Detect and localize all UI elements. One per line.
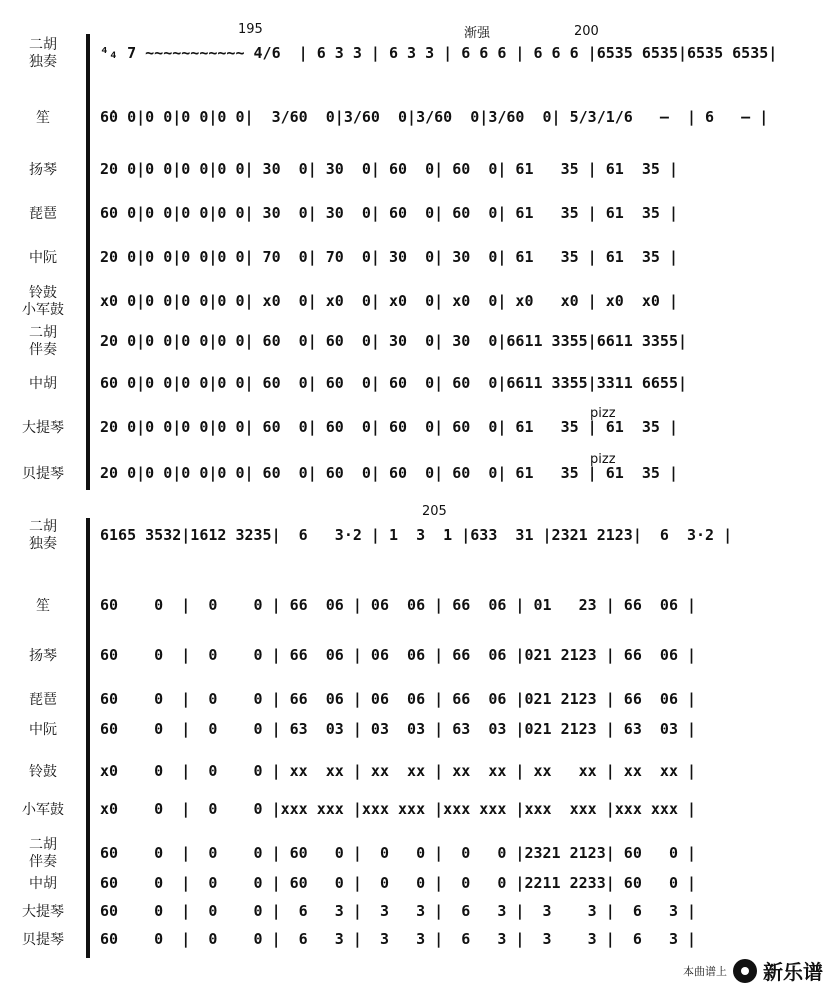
notation-row: 20 0|0 0|0 0|0 0| 60 0| 60 0| 30 0| 30 0|6611 3355|6611 3355|: [100, 332, 687, 350]
pizz-marking: pizz: [590, 406, 616, 421]
crescendo-marking: 渐强: [464, 26, 491, 41]
instrument-label: 二胡 独奏: [29, 519, 57, 552]
notation-row: x0 0|0 0|0 0|0 0| x0 0| x0 0| x0 0| x0 0| x0 x0 | x0 x0 |: [100, 292, 678, 310]
notation-row: x0 0 | 0 0 |xxx xxx |xxx xxx |xxx xxx |xxx xxx |xxx xxx |: [100, 800, 697, 818]
notation-row: 20 0|0 0|0 0|0 0| 70 0| 70 0| 30 0| 30 0| 61 35 | 61 35 |: [100, 248, 678, 266]
notation-row: 20 0|0 0|0 0|0 0| 30 0| 30 0| 60 0| 60 0| 61 35 | 61 35 |: [100, 160, 678, 178]
instrument-label: 笙: [36, 110, 50, 126]
notation-row: 6̇0 0|0 0|0 0|0 0| 3/60 0|3/60 0|3/60 0|3/60 0| 5/3/1/6 – | 6 – |: [100, 108, 769, 126]
notation-row: ⁴₄ 7 ~~~~~~~~~~~ 4/6 | 6 3 3 | 6 3 3 | 6 6 6 | 6 6 6 |6535 6535|6535 6535|: [100, 44, 778, 62]
notation-row: x0 0 | 0 0 | xx xx | xx xx | xx xx | xx xx | xx xx |: [100, 762, 697, 780]
notation-row: 60 0 | 0 0 | 66 06 | 06 06 | 66 06 |021 2123 | 66 06 |: [100, 690, 697, 708]
instrument-label: 贝提琴: [22, 466, 64, 482]
notation-row: 60 0 | 0 0 | 6 3 | 3 3 | 6 3 | 3 3 | 6 3 |: [100, 930, 697, 948]
instrument-label: 中胡: [29, 376, 57, 392]
instrument-label: 大提琴: [22, 420, 64, 436]
notation-row: 60 0 | 0 0 | 63 03 | 03 03 | 63 03 |021 2123 | 63 03 |: [100, 720, 697, 738]
notation-row: 60 0 | 0 0 | 66 06 | 06 06 | 66 06 |021 2123 | 66 06 |: [100, 646, 697, 664]
instrument-label: 扬琴: [29, 162, 57, 178]
notation-row: 60 0 | 0 0 | 66 06 | 06 06 | 66 06 | 01 23 | 66 06 |: [100, 596, 697, 614]
system2-bracket: [86, 518, 90, 958]
notation-row: 60 0|0 0|0 0|0 0| 30 0| 30 0| 60 0| 60 0| 61 35 | 61 35 |: [100, 204, 678, 222]
notation-row: 60 0 | 0 0 | 6 3 | 3 3 | 6 3 | 3 3 | 6 3 |: [100, 902, 697, 920]
instrument-label: 中阮: [29, 722, 57, 738]
measure-number-205: 205: [422, 504, 447, 519]
instrument-label: 琵琶: [29, 692, 57, 708]
measure-number-200: 200: [574, 24, 599, 39]
notation-row: 6165 3532|1612 3235| 6 3·2 | 1 3 1 |633 31 |2321 2123| 6 3·2 |: [100, 526, 733, 544]
instrument-label: 琵琶: [29, 206, 57, 222]
notation-row: 60 0 | 0 0 | 60 0 | 0 0 | 0 0 |2211 2233| 60 0 |: [100, 874, 697, 892]
watermark-prefix: 本曲谱上: [683, 964, 727, 978]
instrument-label: 中胡: [29, 876, 57, 892]
instrument-label: 二胡 独奏: [29, 37, 57, 70]
instrument-label: 笙: [36, 598, 50, 614]
instrument-label: 中阮: [29, 250, 57, 266]
instrument-label: 铃鼓 小军鼓: [22, 285, 64, 318]
instrument-label: 扬琴: [29, 648, 57, 664]
notation-row: 60 0|0 0|0 0|0 0| 60 0| 60 0| 60 0| 60 0|6611 3355|3311 6655|: [100, 374, 687, 392]
notation-row: 20 0|0 0|0 0|0 0| 60 0| 60 0| 60 0| 60 0| 61 35 | 61 35 |: [100, 418, 678, 436]
notation-row: 60 0 | 0 0 | 60 0 | 0 0 | 0 0 |2321 2123| 60 0 |: [100, 844, 697, 862]
instrument-label: 小军鼓: [22, 802, 64, 818]
pizz-marking: pizz: [590, 452, 616, 467]
instrument-label: 大提琴: [22, 904, 64, 920]
instrument-label: 贝提琴: [22, 932, 64, 948]
watermark: [683, 956, 823, 985]
instrument-label: 铃鼓: [29, 764, 57, 780]
instrument-label: 二胡 伴奏: [29, 837, 57, 870]
instrument-label: 二胡 伴奏: [29, 325, 57, 358]
system1-bracket: [86, 34, 90, 490]
notation-row: 20 0|0 0|0 0|0 0| 60 0| 60 0| 60 0| 60 0| 61 35 | 61 35 |: [100, 464, 678, 482]
disc-logo-icon: [733, 959, 757, 983]
watermark-brand: 新乐谱: [763, 960, 823, 984]
measure-number-195: 195: [238, 22, 263, 37]
